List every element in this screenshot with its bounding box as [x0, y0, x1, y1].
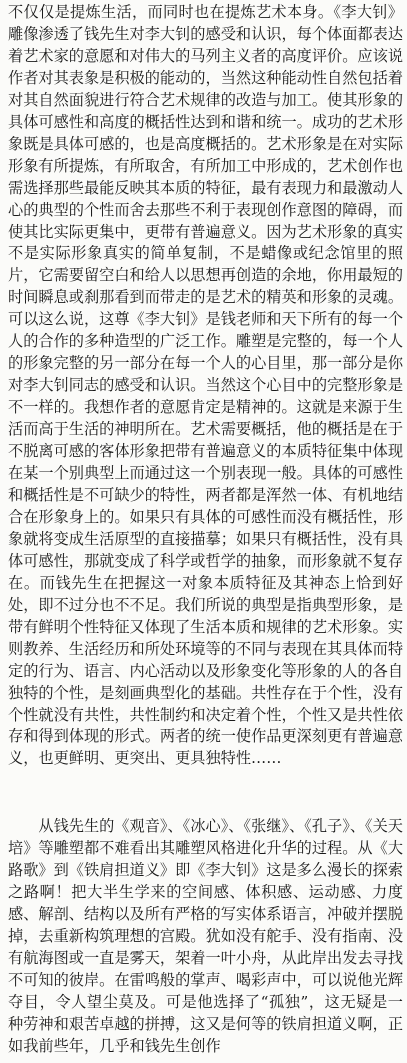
- paragraph-1: 不仅仅是提炼生活，而同时也在提炼艺术本身。《李大钊》雕像渗透了钱先生对李大钊的感受和认识，每个体面都表达着艺术家的意愿和对伟大的马列主义者的高度评价。应该说作者对其表象是积极的能动的，当然这种能动性自然包括着对其自然面貌进行符合艺术规律的改造与加工。使其形象的具体可感性和高度的概括性达到和谐和统一。成功的艺术形象既是具体可感的，也是高度概括的。艺术形象是在对实际形象有所提炼，有所取舍，有所加工中形成的，艺术创作也需选择那些最能反映其本质的特征，最有表现力和最激动人心的典型的个性而舍去那些不利于表现创作意图的障碍，而使其比实际更集中，更带有普遍意义。因为艺术形象的真实不是实际形象真实的简单复制，不是蜡像或纪念馆里的照片，它需要留空白和给人以思想再创造的余地，你用最短的时间瞬息或刹那看到而带走的是艺术的精英和形象的灵魂。可以这么说，这尊《李大钊》是钱老师和天下所有的每一个人的合作的多种造型的广泛工作。雕塑是完整的，每一个人的形象完整的另一部分在每一个人的心目里，那一部分是你对李大钊同志的感受和认识。当然这个心目中的完整形象是不一样的。我想作者的意愿肯定是精神的。这就是来源于生活而高于生活的神明所在。艺术需要概括，他的概括是在于不脱离可感的客体形象把带有普遍意义的本质特征集中体现在某一个别典型上而通过这一个别表现一般。具体的可感性和概括性是不可缺少的特性，两者都是浑然一体、有机地结合在形象身上的。如果只有具体的可感性而没有概括性，形象就将变成生活原型的直接描摹；如果只有概括性，没有具体可感性，那就变成了科学或哲学的抽象，而形象就不复存在。而钱先生在把握这一对象本质特征及其神态上恰到好处，即不过分也不不足。我们所说的典型是指典型形象，是带有鲜明个性特征又体现了生活本质和规律的艺术形象。实则教养、生活经历和所处环境等的不同与表现在其具体而特定的行为、语言、内心活动以及形象变化等形象的人的各自独特的个性，是刻画典型化的基础。共性存在于个性，没有个性就没有共性，共性制约和决定着个性，个性又是共性依存和得到体现的形式。两者的统一使作品更深刻更有普遍意义，也更鲜明、更突出、更具独特性……: [8, 3, 403, 768]
- paragraph-2: 从钱先生的《观音》、《冰心》、《张继》、《孔子》、《关天培》等雕塑都不难看出其雕塑风格进化升华的过程。从《大路歌》到《铁肩担道义》即《李大钊》这是多么漫长的探索之路啊！把大半生学来的空间感、体积感、运动感、力度感、解剖、结构以及所有严格的写实体系语言，冲破并摆脱掉，去重新构筑理想的宫殿。犹如没有舵手、没有指南、没有航海图或一直是雾天，架着一叶小舟，从此岸出发去寻找不可知的彼岸。在雷鸣般的掌声、喝彩声中，可以说他光辉夺目，令人望尘莫及。可是他选择了“孤独”，这无疑是一种劳神和艰苦卓越的拼搏，这又是何等的铁肩担道义啊，正如我前些年，几乎和钱先生创作: [8, 817, 403, 1055]
